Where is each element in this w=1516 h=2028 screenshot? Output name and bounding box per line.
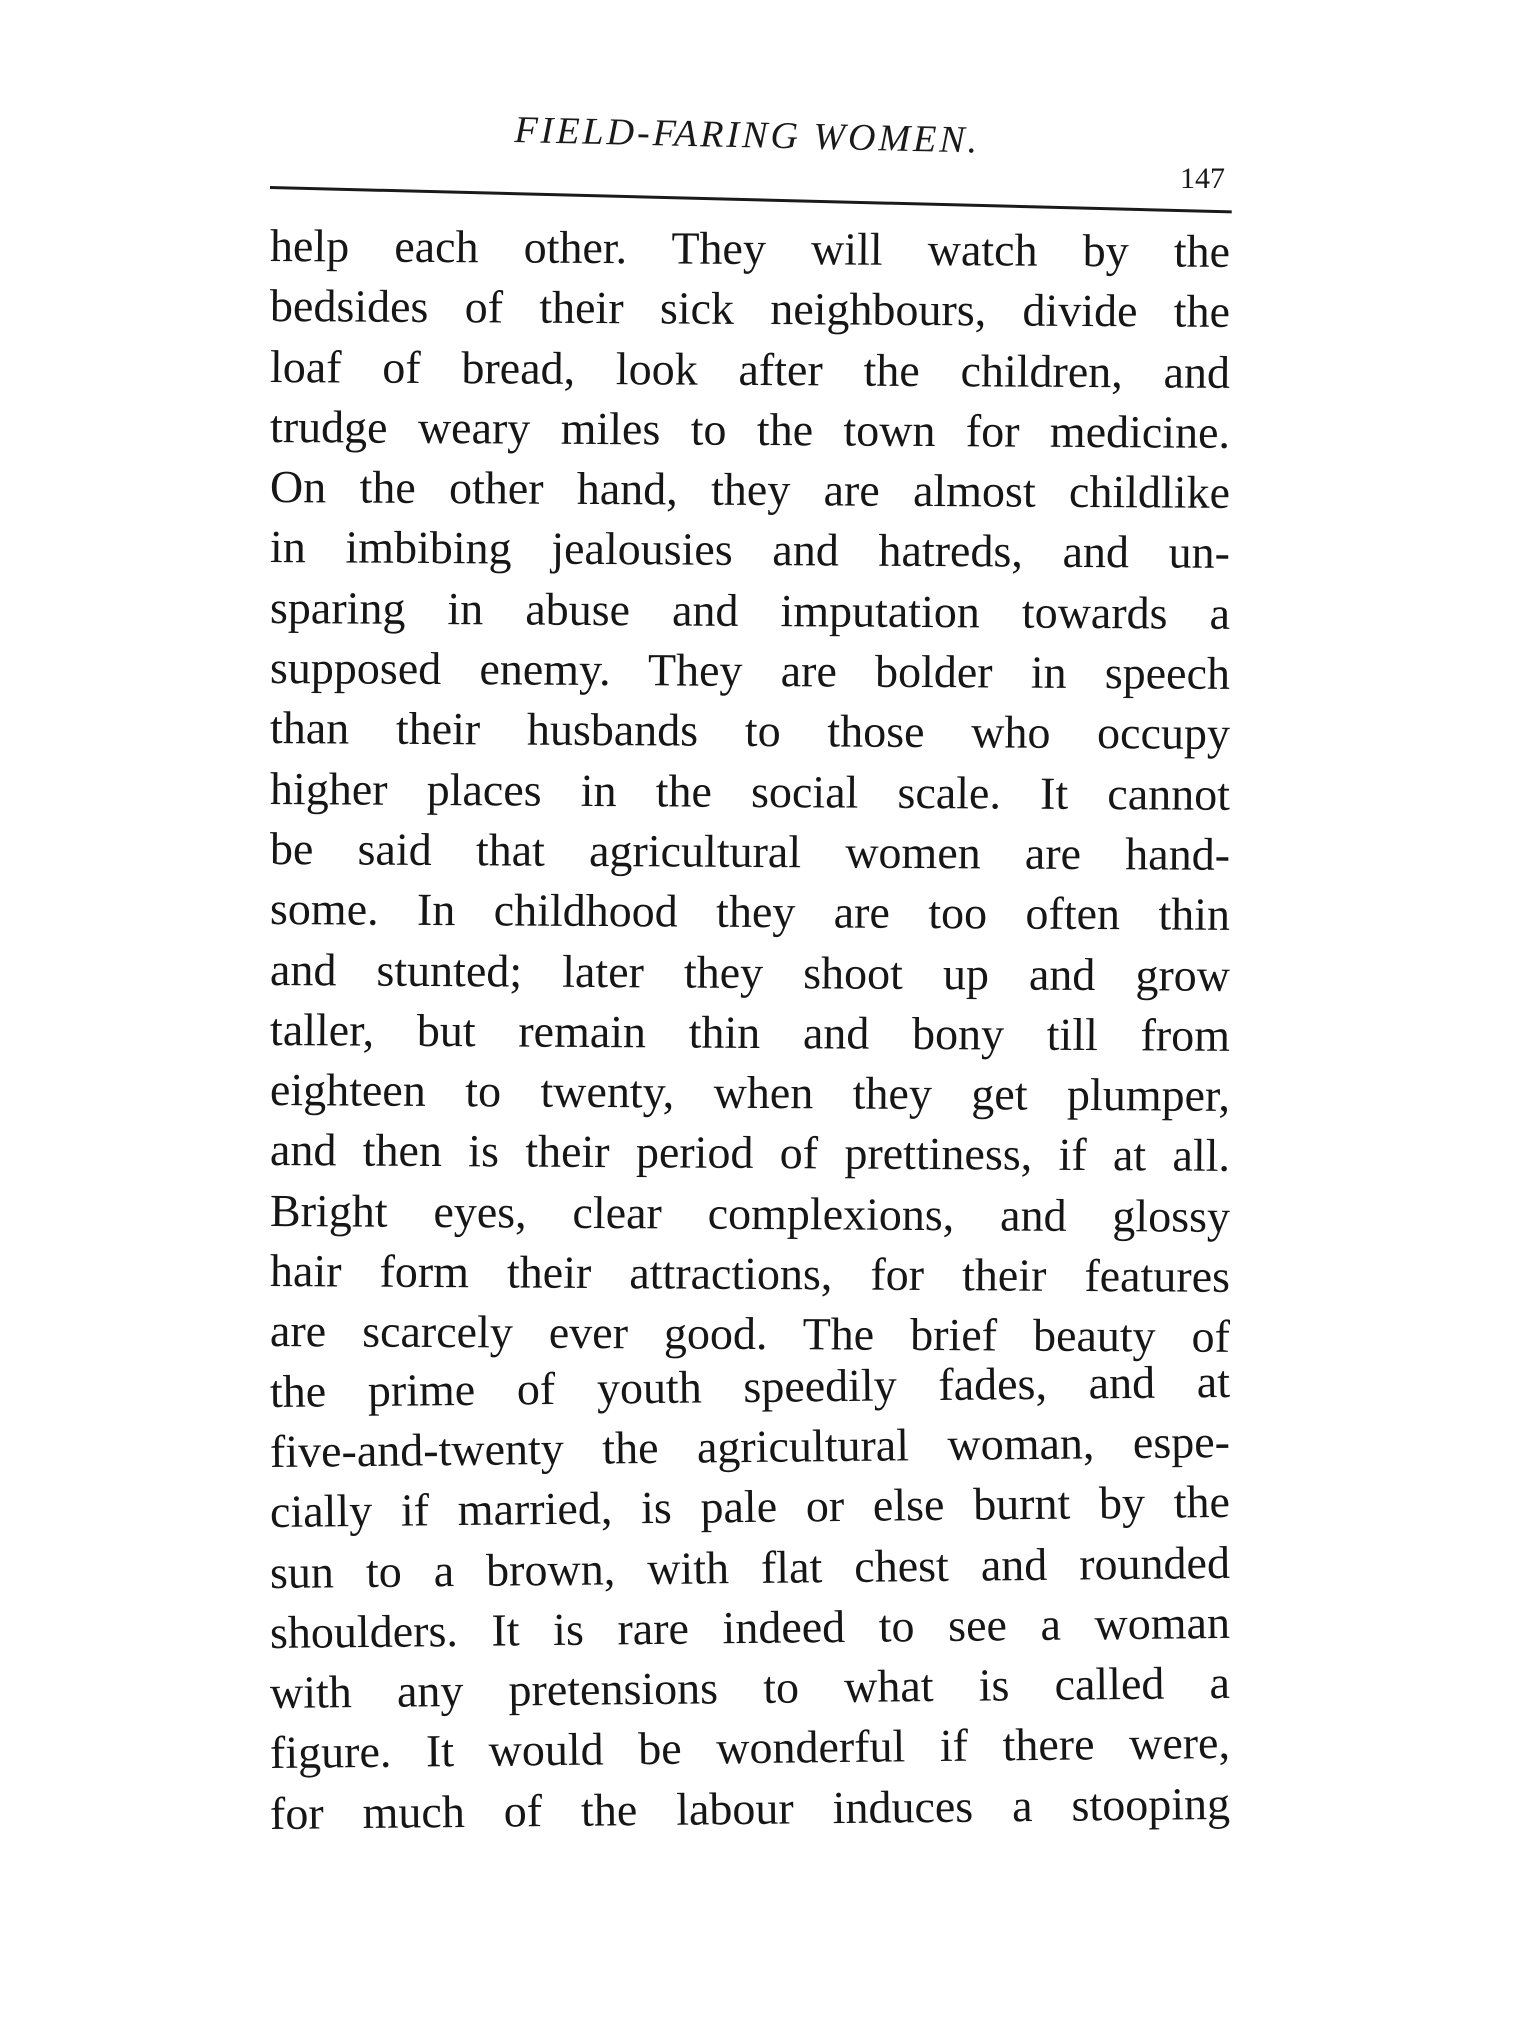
text-line: supposed enemy. They are bolder in speech bbox=[269, 642, 1231, 699]
text-line: Bright eyes, clear complexions, and glossy bbox=[269, 1184, 1231, 1242]
text-line: trudge weary miles to the town for medicine. bbox=[269, 400, 1231, 458]
text-line: the prime of youth speedily fades, and at bbox=[269, 1355, 1231, 1417]
text-line: are scarcely ever good. The brief beauty of bbox=[269, 1305, 1231, 1363]
text-line: and then is their period of prettiness, if at all. bbox=[269, 1124, 1231, 1182]
page-number: 147 bbox=[1180, 162, 1225, 195]
text-line: five-and-twenty the agricultural woman, espe- bbox=[269, 1415, 1231, 1477]
header-rule bbox=[270, 186, 1232, 213]
text-line: bedsides of their sick neighbours, divide the bbox=[269, 280, 1231, 338]
text-line: than their husbands to those who occupy bbox=[269, 702, 1231, 760]
text-line: with any pretensions to what is called a bbox=[269, 1657, 1231, 1719]
text-line: be said that agricultural women are hand- bbox=[269, 822, 1231, 880]
text-line: taller, but remain thin and bony till from bbox=[269, 1003, 1231, 1061]
text-line: shoulders. It is rare indeed to see a woman bbox=[269, 1596, 1231, 1658]
text-line: eighteen to twenty, when they get plumper, bbox=[269, 1064, 1231, 1122]
text-line: some. In childhood they are too often thin bbox=[269, 883, 1231, 941]
text-line: figure. It would be wonderful if there were, bbox=[269, 1717, 1231, 1779]
text-line: higher places in the social scale. It cannot bbox=[269, 762, 1231, 820]
text-line: help each other. They will watch by the bbox=[269, 220, 1231, 277]
text-line: sparing in abuse and imputation towards a bbox=[269, 581, 1231, 639]
text-line: in imbibing jealousies and hatreds, and un- bbox=[269, 521, 1231, 579]
text-line: hair form their attractions, for their features bbox=[269, 1245, 1231, 1302]
text-line: cially if married, is pale or else burnt by the bbox=[269, 1476, 1231, 1538]
text-line: loaf of bread, look after the children, and bbox=[269, 340, 1231, 398]
running-head-title: FIELD-FARING WOMEN. bbox=[514, 108, 981, 162]
text-line: On the other hand, they are almost childlike bbox=[269, 461, 1231, 519]
body-text bbox=[270, 216, 1230, 1844]
text-line: for much of the labour induces a stooping bbox=[269, 1777, 1231, 1839]
text-line: and stunted; later they shoot up and grow bbox=[269, 943, 1231, 1001]
text-line: sun to a brown, with flat chest and rounded bbox=[269, 1536, 1231, 1598]
